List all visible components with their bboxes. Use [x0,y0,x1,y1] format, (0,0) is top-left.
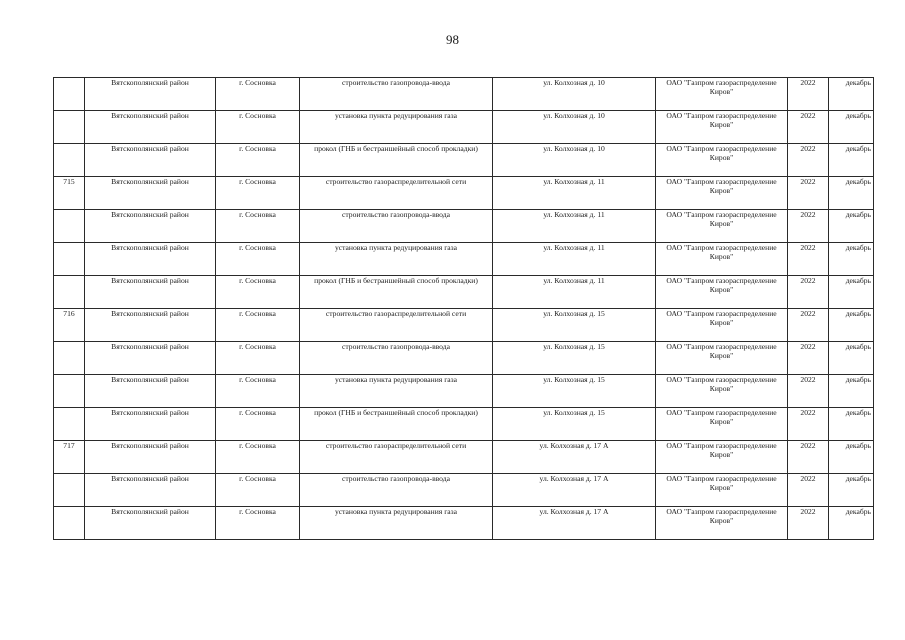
year-cell: 2022 [788,507,829,540]
district-cell: Вятскополянский район [85,111,216,144]
address-cell: ул. Колхозная д. 11 [493,210,656,243]
organization-line-1: ОАО "Газпром газораспределение [666,276,777,285]
organization-line-1: ОАО "Газпром газораспределение [666,441,777,450]
organization-line-1: ОАО "Газпром газораспределение [666,78,777,87]
work-type-cell: строительство газопровода-ввода [300,210,493,243]
district-cell: Вятскополянский район [85,144,216,177]
address-cell: ул. Колхозная д. 17 А [493,507,656,540]
work-type-cell: строительство газораспределительной сети [300,441,493,474]
month-cell: декабрь [829,210,874,243]
organization-cell [656,441,788,474]
city-cell: г. Сосновка [216,111,300,144]
year-cell: 2022 [788,111,829,144]
year-cell: 2022 [788,408,829,441]
district-cell: Вятскополянский район [85,309,216,342]
table-body [54,78,874,540]
table-row [54,144,874,177]
table-row [54,474,874,507]
year-cell: 2022 [788,177,829,210]
work-type-cell: строительство газопровода-ввода [300,474,493,507]
month-cell: декабрь [829,276,874,309]
organization-line-2: Киров" [709,318,734,328]
year-cell: 2022 [788,276,829,309]
month-cell: декабрь [829,144,874,177]
row-number [54,474,85,507]
year-cell: 2022 [788,375,829,408]
table-row [54,78,874,111]
address-cell: ул. Колхозная д. 15 [493,309,656,342]
city-cell: г. Сосновка [216,309,300,342]
address-cell: ул. Колхозная д. 15 [493,375,656,408]
address-cell: ул. Колхозная д. 15 [493,408,656,441]
row-number [54,243,85,276]
table-row [54,111,874,144]
year-cell: 2022 [788,144,829,177]
row-number [54,144,85,177]
organization-line-1: ОАО "Газпром газораспределение [666,474,777,483]
month-cell: декабрь [829,441,874,474]
city-cell: г. Сосновка [216,375,300,408]
organization-line-2: Киров" [709,252,734,262]
city-cell: г. Сосновка [216,144,300,177]
row-number [54,276,85,309]
organization-line-2: Киров" [709,219,734,229]
row-number [54,408,85,441]
organization-line-1: ОАО "Газпром газораспределение [666,507,777,516]
month-cell: декабрь [829,111,874,144]
organization-cell [656,210,788,243]
organization-line-2: Киров" [709,516,734,526]
table-row [54,276,874,309]
row-number [54,507,85,540]
address-cell: ул. Колхозная д. 10 [493,78,656,111]
organization-line-2: Киров" [709,450,734,460]
district-cell: Вятскополянский район [85,276,216,309]
district-cell: Вятскополянский район [85,243,216,276]
year-cell: 2022 [788,210,829,243]
work-type-cell: установка пункта редуцирования газа [300,507,493,540]
address-cell: ул. Колхозная д. 17 А [493,441,656,474]
address-cell: ул. Колхозная д. 10 [493,144,656,177]
city-cell: г. Сосновка [216,276,300,309]
city-cell: г. Сосновка [216,474,300,507]
city-cell: г. Сосновка [216,243,300,276]
work-type-cell: установка пункта редуцирования газа [300,111,493,144]
row-number: 715 [54,177,85,210]
district-cell: Вятскополянский район [85,177,216,210]
city-cell: г. Сосновка [216,408,300,441]
work-type-cell: прокол (ГНБ и бестраншейный способ прокладки) [300,276,493,309]
organization-line-2: Киров" [709,186,734,196]
organization-cell [656,309,788,342]
organization-line-1: ОАО "Газпром газораспределение [666,408,777,417]
year-cell: 2022 [788,474,829,507]
organization-cell [656,276,788,309]
year-cell: 2022 [788,441,829,474]
month-cell: декабрь [829,243,874,276]
address-cell: ул. Колхозная д. 11 [493,276,656,309]
table-row [54,408,874,441]
address-cell: ул. Колхозная д. 10 [493,111,656,144]
organization-line-1: ОАО "Газпром газораспределение [666,342,777,351]
organization-line-2: Киров" [709,153,734,163]
organization-line-2: Киров" [709,384,734,394]
district-cell: Вятскополянский район [85,210,216,243]
district-cell: Вятскополянский район [85,507,216,540]
organization-cell [656,78,788,111]
city-cell: г. Сосновка [216,441,300,474]
row-number [54,342,85,375]
month-cell: декабрь [829,408,874,441]
address-cell: ул. Колхозная д. 17 А [493,474,656,507]
work-type-cell: строительство газопровода-ввода [300,342,493,375]
organization-cell [656,474,788,507]
organization-line-1: ОАО "Газпром газораспределение [666,309,777,318]
work-type-cell: прокол (ГНБ и бестраншейный способ прокладки) [300,144,493,177]
organization-line-1: ОАО "Газпром газораспределение [666,210,777,219]
year-cell: 2022 [788,342,829,375]
district-cell: Вятскополянский район [85,375,216,408]
organization-cell [656,375,788,408]
city-cell: г. Сосновка [216,342,300,375]
organization-line-1: ОАО "Газпром газораспределение [666,111,777,120]
district-cell: Вятскополянский район [85,408,216,441]
address-cell: ул. Колхозная д. 11 [493,177,656,210]
table-row [54,375,874,408]
row-number [54,210,85,243]
organization-cell [656,408,788,441]
organization-line-1: ОАО "Газпром газораспределение [666,144,777,153]
table-row [54,177,874,210]
month-cell: декабрь [829,507,874,540]
table-row [54,342,874,375]
year-cell: 2022 [788,243,829,276]
organization-line-1: ОАО "Газпром газораспределение [666,243,777,252]
month-cell: декабрь [829,78,874,111]
table-row [54,441,874,474]
organization-cell [656,342,788,375]
organization-cell [656,177,788,210]
city-cell: г. Сосновка [216,507,300,540]
page-number: 98 [446,32,459,47]
district-cell: Вятскополянский район [85,441,216,474]
table-row [54,309,874,342]
organization-line-1: ОАО "Газпром газораспределение [666,177,777,186]
row-number [54,78,85,111]
organization-line-2: Киров" [709,285,734,295]
work-type-cell: строительство газораспределительной сети [300,309,493,342]
organization-cell [656,243,788,276]
year-cell: 2022 [788,309,829,342]
gasification-table [53,77,874,540]
work-type-cell: установка пункта редуцирования газа [300,243,493,276]
organization-cell [656,507,788,540]
month-cell: декабрь [829,375,874,408]
month-cell: декабрь [829,342,874,375]
row-number: 716 [54,309,85,342]
address-cell: ул. Колхозная д. 11 [493,243,656,276]
month-cell: декабрь [829,474,874,507]
city-cell: г. Сосновка [216,78,300,111]
district-cell: Вятскополянский район [85,78,216,111]
work-type-cell: строительство газораспределительной сети [300,177,493,210]
work-type-cell: строительство газопровода-ввода [300,78,493,111]
table-row [54,507,874,540]
city-cell: г. Сосновка [216,210,300,243]
organization-line-2: Киров" [709,351,734,361]
table-row [54,243,874,276]
organization-line-2: Киров" [709,417,734,427]
year-cell: 2022 [788,78,829,111]
month-cell: декабрь [829,177,874,210]
organization-line-2: Киров" [709,483,734,493]
organization-cell [656,111,788,144]
month-cell: декабрь [829,309,874,342]
address-cell: ул. Колхозная д. 15 [493,342,656,375]
city-cell: г. Сосновка [216,177,300,210]
organization-cell [656,144,788,177]
work-type-cell: установка пункта редуцирования газа [300,375,493,408]
district-cell: Вятскополянский район [85,474,216,507]
organization-line-2: Киров" [709,87,734,97]
organization-line-1: ОАО "Газпром газораспределение [666,375,777,384]
row-number [54,111,85,144]
row-number: 717 [54,441,85,474]
district-cell: Вятскополянский район [85,342,216,375]
row-number [54,375,85,408]
work-type-cell: прокол (ГНБ и бестраншейный способ прокладки) [300,408,493,441]
organization-line-2: Киров" [709,120,734,130]
table-row [54,210,874,243]
